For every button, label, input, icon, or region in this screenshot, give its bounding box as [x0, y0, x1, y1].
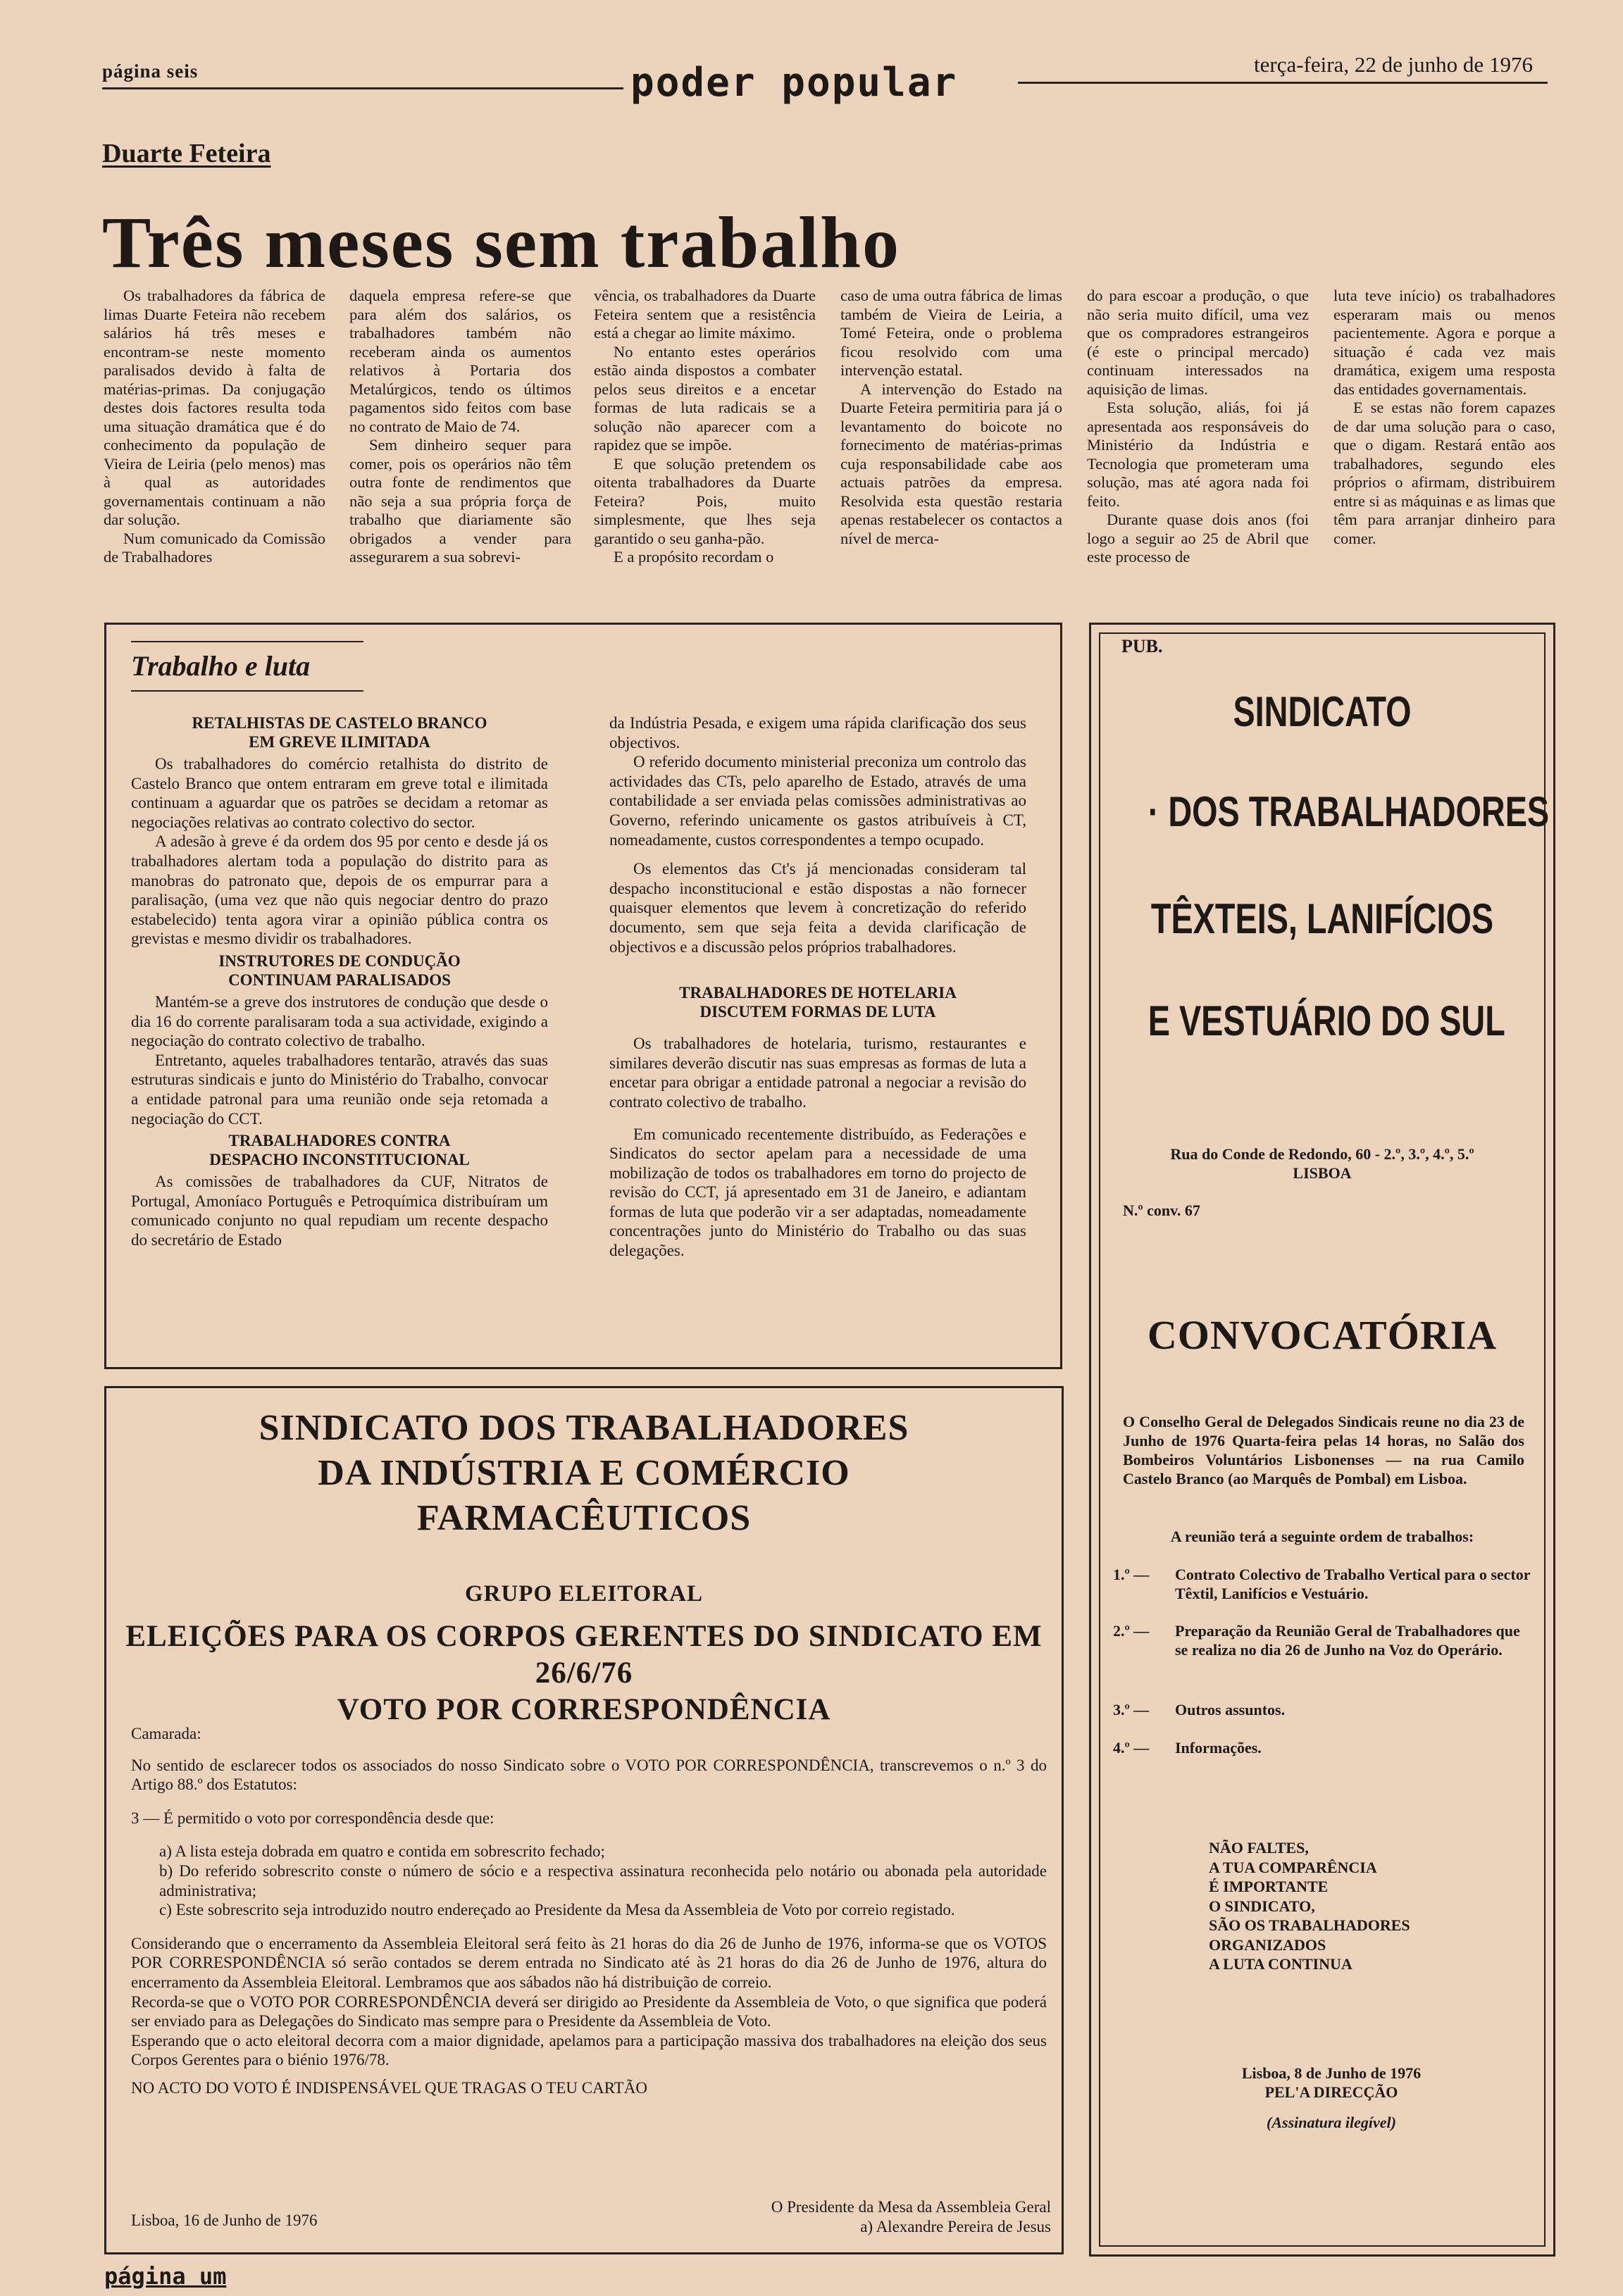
slogan-line: SÃO OS TRABALHADORES	[1209, 1916, 1410, 1934]
grupo-eleitoral: GRUPO ELEITORAL	[464, 1581, 704, 1606]
article-column-4	[840, 287, 1062, 612]
article-paragraph: Durante quase dois anos (foi logo a seguir ao 25 de Abril que este processo de	[1087, 511, 1309, 566]
article-headline: Três meses sem trabalho	[102, 202, 900, 283]
pub-address-city: LISBOA	[1293, 1164, 1352, 1182]
sindicato-body	[131, 1724, 1047, 2098]
article-column-6	[1333, 287, 1555, 612]
news-heading: INSTRUTORES DE CONDUÇÃO CONTINUAM PARALISADOS	[218, 952, 461, 989]
pub-slogan	[1209, 1838, 1410, 1974]
trabalho-luta-column-left	[131, 713, 548, 1249]
article-paragraph: luta teve início) os trabalhadores esperaram mais ou menos pacientemente. Agora e porque a situação é cada vez mais dramática, exigem uma resposta das entidades governamentais.	[1333, 287, 1555, 398]
pub-title-line: · DOS TRABALHADORES	[1148, 788, 1550, 835]
article-column-1	[104, 287, 325, 612]
pub-convocatoria: CONVOCATÓRIA	[1147, 1312, 1498, 1358]
news-paragraph: O referido documento ministerial preconiza um controlo das actividades das CTs, pelo aparelho de Estado, através de uma contabilidade a ser enviada pelas comissões administrativas ao Governo, referindo unicamente os gastos atribuíveis à CT, nomeadamente, custos correspondentes a tempo ocupado.	[609, 753, 1026, 849]
pub-title-block	[1099, 687, 1546, 737]
agenda-number: 3.º —	[1113, 1701, 1150, 1718]
pub-address	[1099, 1144, 1546, 1183]
news-paragraph: da Indústria Pesada, e exigem uma rápida clarificação dos seus objectivos.	[609, 714, 1026, 751]
pub-intro: O Conselho Geral de Delegados Sindicais reune no dia 23 de Junho de 1976 Quarta-feira pelas 14 horas, no Salão dos Bombeiros Voluntários Lisbonenses — na rua Camilo Castelo Branco (ao Marquês de Pombal) em Lisboa.	[1123, 1413, 1524, 1487]
body-paragraph: Esperando que o acto eleitoral decorra com a maior dignidade, apelamos para a participação massiva dos trabalhadores na eleição dos seus Corpos Gerentes para o biénio 1976/78.	[131, 2031, 1047, 2069]
article-paragraph: E a propósito recordam o	[614, 548, 774, 566]
sindicato-title-line: DA INDÚSTRIA E COMÉRCIO	[318, 1453, 850, 1493]
article-paragraph: vência, os trabalhadores da Duarte Feteira sentem que a resistência está a chegar ao limite máximo.	[594, 287, 816, 342]
news-paragraph: A adesão à greve é da ordem dos 95 por cento e desde já os trabalhadores alertam toda a população do distrito para as manobras do patronato que, depois de os empurrar para a paralisação, (uma vez que não quis negociar dentro do prazo estabelecido) tenta agora virar a opinião pública contra os grevistas e mesmo dividir os trabalhadores.	[131, 832, 548, 948]
news-paragraph: Entretanto, aqueles trabalhadores tentarão, através das suas estruturas sindicais e junto do Ministério do Trabalho, convocar a entidade patronal para uma reunião onde seja retomada a negociação do CCT.	[131, 1051, 548, 1128]
agenda-text: Contrato Colectivo de Trabalho Vertical para o sector Têxtil, Lanifícios e Vestuário.	[1175, 1566, 1531, 1602]
agenda-item	[1113, 1700, 1536, 1719]
section-rule	[131, 690, 363, 692]
body-paragraph: Considerando que o encerramento da Assembleia Eleitoral será feito às 21 horas do dia 26 de Junho de 1976, informa-se que os VOTOS POR CORRESPONDÊNCIA só serão contados se derem entrada no Sindicato até às 21 horas do dia 26 de Junho de 1976, altura do encerramento da Assembleia Eleitoral. Lembramos que aos sábados não há distribuição de correio.	[131, 1934, 1047, 1991]
greeting: Camarada:	[131, 1725, 201, 1742]
article-paragraph: E se estas não forem capazes de dar uma solução para o caso, que o digam. Restará então aos trabalhadores, segundo eles próprios o afirmam, distribuirem entre si as máquinas e as limas que têm para arranjar dinheiro para comer.	[1333, 399, 1555, 547]
pub-signoff	[1155, 2064, 1507, 2132]
pub-place-date: Lisboa, 8 de Junho de 1976	[1241, 2064, 1422, 2082]
slogan-line: É IMPORTANTE	[1209, 1878, 1329, 1895]
news-paragraph: Os elementos das Ct's já mencionadas consideram tal despacho inconstitucional e estão dispostas a não fornecer quaisquer elementos que levem à concretização do referido documento, sem que seja feita a devida clarificação de objectivos e a discussão pelos próprios trabalhadores.	[609, 860, 1026, 956]
sindicato-place-date: Lisboa, 16 de Junho de 1976	[131, 2211, 318, 2229]
sindicato-signoff	[634, 2197, 1051, 2237]
slogan-line: A LUTA CONTINUA	[1209, 1955, 1352, 1973]
slogan-line: A TUA COMPARÊNCIA	[1209, 1858, 1377, 1876]
sindicato-title-line: SINDICATO DOS TRABALHADORES	[259, 1408, 909, 1448]
agenda-number: 2.º —	[1113, 1622, 1150, 1640]
trabalho-luta-column-right	[609, 713, 1026, 1261]
condition-b: b) Do referido sobrescrito conste o número de sócio e a respectiva assinatura reconhecida pelo notário ou abonada pela autoridade administrativa;	[159, 1861, 1047, 1899]
article-paragraph: caso de uma outra fábrica de limas também de Vieira de Leiria, a Tomé Feteira, onde o problema ficou resolvido com uma intervenção estatal.	[840, 287, 1062, 379]
article-paragraph: daquela empresa refere-se que para além dos salários, os trabalhadores também não receberam ainda os aumentos relativos à Portaria dos Metalúrgicos, tendo os últimos pagamentos sido feitos com base no contrato de Maio de 74.	[349, 287, 571, 435]
pub-title-line: TÊXTEIS, LANIFÍCIOS	[1150, 895, 1494, 942]
masthead-rule-right	[1018, 82, 1548, 84]
article-paragraph: Esta solução, aliás, foi já apresentada aos responsáveis do Ministério da Indústria e Tecnologia que prometeram uma solução, mas até agora nada foi feito.	[1087, 399, 1309, 510]
article-paragraph: Os trabalhadores da fábrica de limas Duarte Feteira não recebem salários há três meses e encontram-se neste momento paralisados devido à falta de matérias-primas. Da conjugação destes dois factores resulta toda uma situação dramática que é do conhecimento da população de Vieira de Leiria (pelo menos) mas à qual as autoridades governamentais continuam a não dar solução.	[104, 287, 325, 528]
body-paragraph: Recorda-se que o VOTO POR CORRESPONDÊNCIA deverá ser dirigido ao Presidente da Assembleia de Voto, o que significa que poderá ser enviado para as Delegações do Sindicato mas sempre para o Presidente da Assembleia de Voto.	[131, 1992, 1047, 2030]
news-paragraph: Mantém-se a greve dos instrutores de condução que desde o dia 16 do corrente paralisaram toda a sua actividade, exigindo a negociação do contrato colectivo de trabalho.	[131, 992, 548, 1050]
page-number: página seis	[102, 61, 199, 82]
condition-a: a) A lista esteja dobrada em quatro e contida em sobrescrito fechado;	[159, 1842, 605, 1861]
pub-direccao: PEL'A DIRECÇÃO	[1264, 2083, 1398, 2101]
news-paragraph: Os trabalhadores do comércio retalhista do distrito de Castelo Branco que ontem entraram em greve total e ilimitada continuam a aguardar que os patrões se decidam a retomar as negociações relativas ao contrato colectivo do sector.	[131, 755, 548, 831]
article-paragraph: Sem dinheiro sequer para comer, pois os operários não têm outra fonte de rendimentos que não seja a sua própria força de trabalho que diariamente são obrigados a vender para assegurarem a sua sobrevi-	[349, 436, 571, 566]
article-column-3	[594, 287, 816, 612]
vote-heading: VOTO POR CORRESPONDÊNCIA	[337, 1693, 831, 1726]
pub-title-line: SINDICATO	[1233, 688, 1412, 735]
article-byline: Duarte Feteira	[102, 139, 271, 168]
section-title: Trabalho e luta	[131, 650, 311, 682]
pub-title-block	[1099, 894, 1546, 944]
pub-conv-number: N.º conv. 67	[1123, 1202, 1200, 1219]
agenda-number: 1.º —	[1113, 1566, 1150, 1583]
slogan-line: O SINDICATO,	[1209, 1897, 1315, 1915]
condition-c: c) Este sobrescrito seja introduzido noutro endereçado ao Presidente da Mesa da Assembleia de Voto por correio registado.	[159, 1901, 955, 1919]
section-rule	[131, 641, 363, 642]
article-paragraph: E que solução pretendem os oitenta trabalhadores da Duarte Feteira? Pois, muito simplesmente, que lhes seja garantido o seu ganha-pão.	[594, 454, 816, 547]
elections-line: ELEIÇÕES PARA OS CORPOS GERENTES DO SINDICATO EM	[125, 1620, 1043, 1653]
body-paragraph: 3 — É permitido o voto por correspondência desde que:	[131, 1809, 495, 1827]
body-paragraph: NO ACTO DO VOTO É INDISPENSÁVEL QUE TRAGAS O TEU CARTÃO	[131, 2078, 647, 2097]
pub-title-block	[1099, 787, 1550, 837]
article-paragraph: Num comunicado da Comissão de Trabalhadores	[104, 529, 325, 566]
pub-address-street: Rua do Conde de Redondo, 60 - 2.º, 3.º, 4.º, 5.º	[1170, 1145, 1474, 1163]
sindicato-title-line: FARMACÊUTICOS	[416, 1498, 752, 1538]
slogan-line: NÃO FALTES,	[1209, 1839, 1309, 1857]
body-paragraph: No sentido de esclarecer todos os associados do nosso Sindicato sobre o VOTO POR CORRESPONDÊNCIA, transcrevemos o n.º 3 do Artigo 88.º dos Estatutos:	[131, 1756, 1047, 1794]
news-heading: RETALHISTAS DE CASTELO BRANCO EM GREVE ILIMITADA	[192, 714, 487, 751]
pub-ordem: A reunião terá a seguinte ordem de trabalhos:	[1170, 1528, 1474, 1545]
news-heading: TRABALHADORES DE HOTELARIA DISCUTEM FORMAS DE LUTA	[679, 984, 957, 1021]
agenda-item	[1113, 1738, 1536, 1757]
article-paragraph: No entanto estes operários estão ainda dispostos a combater pelos seus direitos e a encetar formas de luta radicais se a solução não aparecer com a rapidez que se impõe.	[594, 342, 816, 454]
footer-page-label: página um	[104, 2263, 227, 2290]
elections-line: 26/6/76	[535, 1657, 633, 1690]
news-paragraph: Em comunicado recentemente distribuído, as Federações e Sindicatos do sector apelam para a necessidade de uma mobilização de todos os trabalhadores em torno do projecto de revisão do CCT, já apresentado em 31 de Janeiro, e adiantam formas de luta que poderão vir a ser adaptadas, nomeadamente concentrações junto do Ministério do Trabalho ou das suas delegações.	[609, 1125, 1026, 1260]
issue-date: terça-feira, 22 de junho de 1976	[1254, 52, 1533, 77]
article-column-5	[1087, 287, 1309, 612]
news-paragraph: As comissões de trabalhadores da CUF, Nitratos de Portugal, Amoníaco Português e Petroquímica distribuíram um comunicado conjunto no qual repudiam um recente despacho do secretário de Estado	[131, 1173, 548, 1249]
pub-title-line: E VESTUÁRIO DO SUL	[1148, 997, 1505, 1044]
newspaper-masthead: poder popular	[630, 60, 958, 106]
article-column-2	[349, 287, 571, 612]
slogan-line: ORGANIZADOS	[1209, 1935, 1326, 1954]
agenda-item	[1113, 1565, 1536, 1603]
elections-heading	[104, 1618, 1064, 1728]
pub-title-block	[1099, 997, 1546, 1046]
pub-label: PUB.	[1121, 636, 1163, 656]
article-paragraph: A intervenção do Estado na Duarte Feteira permitiria para já o levantamento do boicote no fornecimento de matérias-primas cuja responsabilidade cabe aos actuais patrões da empresa. Resolvida esta questão restaria apenas restabelecer os contactos a nível de merca-	[840, 380, 1062, 547]
pub-signature: (Assinatura ilegível)	[1267, 2114, 1396, 2131]
agenda-number: 4.º —	[1113, 1739, 1150, 1757]
news-paragraph: Os trabalhadores de hotelaria, turismo, restaurantes e similares deverão discutir nas suas empresas as formas de luta a encetar para obrigar a entidade patronal a negociar a revisão do contrato colectivo de trabalho.	[609, 1035, 1026, 1111]
article-paragraph: do para escoar a produção, o que não seria muito difícil, uma vez que os compradores estrangeiros (é este o principal mercado) continuam interessados na aquisição de limas.	[1087, 287, 1309, 398]
sindicato-title	[104, 1406, 1064, 1541]
agenda-item	[1113, 1621, 1536, 1659]
agenda-text: Informações.	[1175, 1739, 1262, 1757]
sindicato-president: O Presidente da Mesa da Assembleia Geral	[771, 2198, 1051, 2216]
agenda-text: Preparação da Reunião Geral de Trabalhadores que se realiza no dia 26 de Junho na Voz do Operário.	[1175, 1622, 1520, 1659]
agenda-text: Outros assuntos.	[1175, 1701, 1286, 1718]
masthead-rule-left	[102, 87, 623, 89]
news-heading: TRABALHADORES CONTRA DESPACHO INCONSTITUCIONAL	[209, 1132, 470, 1169]
sindicato-signed: a) Alexandre Pereira de Jesus	[860, 2218, 1051, 2235]
